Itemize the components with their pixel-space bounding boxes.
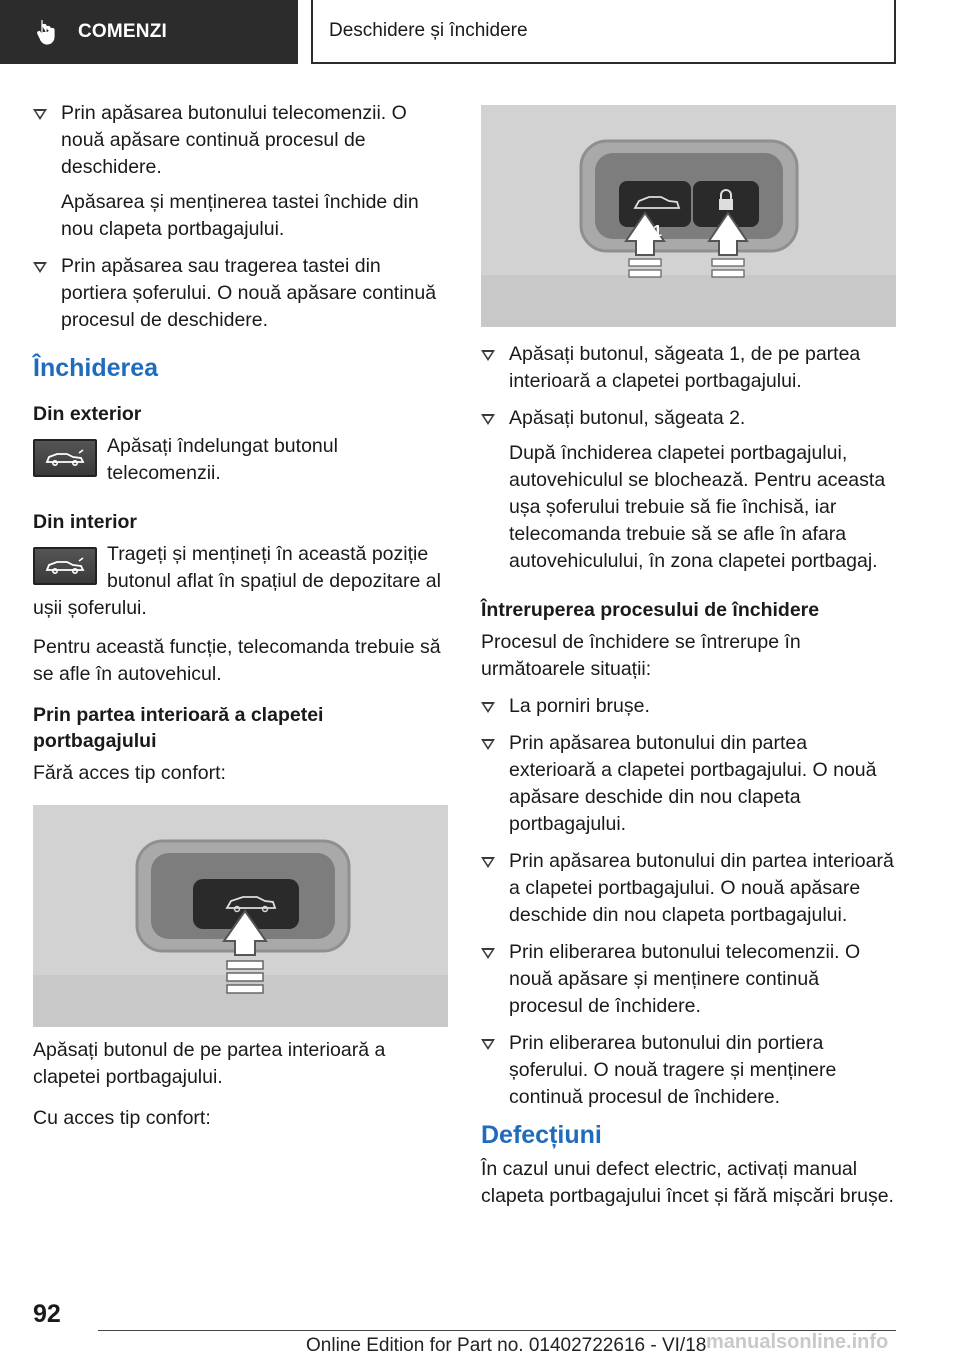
arrow-label-2: 2 bbox=[721, 223, 730, 240]
list-item: Apăsați butonul, săgeata 2. După închiderea clapetei portbagajului, autovehiculul se blochează. Pentru aceasta ușa șoferului trebuie să fie închisă, iar telecomanda trebuie să se afle în afara autovehiculului, în zona clapetei portbagaj. bbox=[481, 405, 896, 575]
bullet-triangle-icon bbox=[33, 262, 47, 273]
list-item: La porniri brușe. bbox=[481, 693, 896, 720]
trunk-button-photo-single bbox=[33, 805, 448, 1027]
interrupt-list bbox=[481, 693, 896, 1111]
list-item: Prin apăsarea butonului din partea exterioară a clapetei portbagajului. O nouă apăsare deschide din nou clapeta portbagajului. bbox=[481, 730, 896, 838]
trunk-car-icon bbox=[33, 439, 97, 477]
bullet-triangle-icon bbox=[481, 857, 495, 868]
interior-text: Trageți și mențineți în această poziție butonul aflat în spațiul de depozitare al ușii șoferului. bbox=[33, 543, 441, 619]
heading-inside-lid: Prin partea interioară a clapetei portbagajului bbox=[33, 704, 324, 752]
heading-interrupt: Întreruperea procesului de închidere bbox=[481, 599, 820, 621]
page-number: 92 bbox=[33, 1300, 61, 1328]
bullet-triangle-icon bbox=[481, 948, 495, 959]
arrow-label-1: 1 bbox=[653, 223, 662, 240]
heading-closing: Închiderea bbox=[33, 354, 159, 382]
watermark: manualsonline.info bbox=[706, 1331, 889, 1353]
with-comfort-label: Cu acces tip confort: bbox=[33, 1107, 211, 1129]
heading-faults: Defecțiuni bbox=[481, 1121, 602, 1149]
opening-list bbox=[33, 100, 448, 334]
interior-instruction bbox=[33, 541, 448, 622]
closing-buttons-list bbox=[481, 341, 896, 575]
heading-interior: Din interior bbox=[33, 511, 138, 533]
chapter-title: Deschidere și închidere bbox=[311, 0, 896, 64]
interrupt-text: Procesul de închidere se întrerupe în următoarele situații: bbox=[481, 631, 801, 680]
exterior-instruction bbox=[33, 433, 448, 487]
bullet-triangle-icon bbox=[481, 702, 495, 713]
bullet-triangle-icon bbox=[481, 739, 495, 750]
right-column bbox=[481, 105, 896, 1210]
press-inside-text: Apăsați butonul de pe partea interioară a clapetei portbagajului. bbox=[33, 1039, 386, 1088]
section-tab bbox=[0, 0, 298, 64]
trunk-car-icon bbox=[33, 547, 97, 585]
hand-pointer-icon bbox=[36, 18, 58, 46]
section-title: COMENZI bbox=[78, 21, 168, 42]
left-column bbox=[33, 100, 448, 1132]
heading-exterior: Din exterior bbox=[33, 403, 142, 425]
exterior-text: Apăsați îndelungat butonul telecomenzii. bbox=[107, 435, 338, 484]
list-item: Apăsați butonul, săgeata 1, de pe partea interioară a clapetei portbagajului. bbox=[481, 341, 896, 395]
no-comfort-label: Fără acces tip confort: bbox=[33, 762, 226, 784]
faults-text: În cazul unui defect electric, activați manual clapeta portbagajului încet și fără mișcări brușe. bbox=[481, 1158, 894, 1207]
list-item: Prin eliberarea butonului telecomenzii. O nouă apăsare și menținere continuă procesul de închidere. bbox=[481, 939, 896, 1020]
bullet-triangle-icon bbox=[481, 350, 495, 361]
edition-text: Online Edition for Part no. 01402722616 - VI/18 bbox=[306, 1335, 707, 1356]
list-item: Prin apăsarea butonului telecomenzii. O nouă apăsare continuă procesul de deschidere. Apăsarea și menținerea tastei închide din nou clapeta portbagajului. bbox=[33, 100, 448, 243]
bullet-triangle-icon bbox=[33, 109, 47, 120]
list-item: Prin eliberarea butonului din portiera șoferului. O nouă tragere și menținere continuă procesul de închidere. bbox=[481, 1030, 896, 1111]
list-item: Prin apăsarea butonului din partea interioară a clapetei portbagajului. O nouă apăsare deschide din nou clapeta portbagajului. bbox=[481, 848, 896, 929]
bullet-triangle-icon bbox=[481, 1039, 495, 1050]
trunk-button-photo-double bbox=[481, 105, 896, 327]
list-item: Prin apăsarea sau tragerea tastei din portiera șoferului. O nouă apăsare continuă procesul de deschidere. bbox=[33, 253, 448, 334]
bullet-triangle-icon bbox=[481, 414, 495, 425]
function-note: Pentru această funcție, telecomanda trebuie să se afle în autovehicul. bbox=[33, 636, 441, 685]
